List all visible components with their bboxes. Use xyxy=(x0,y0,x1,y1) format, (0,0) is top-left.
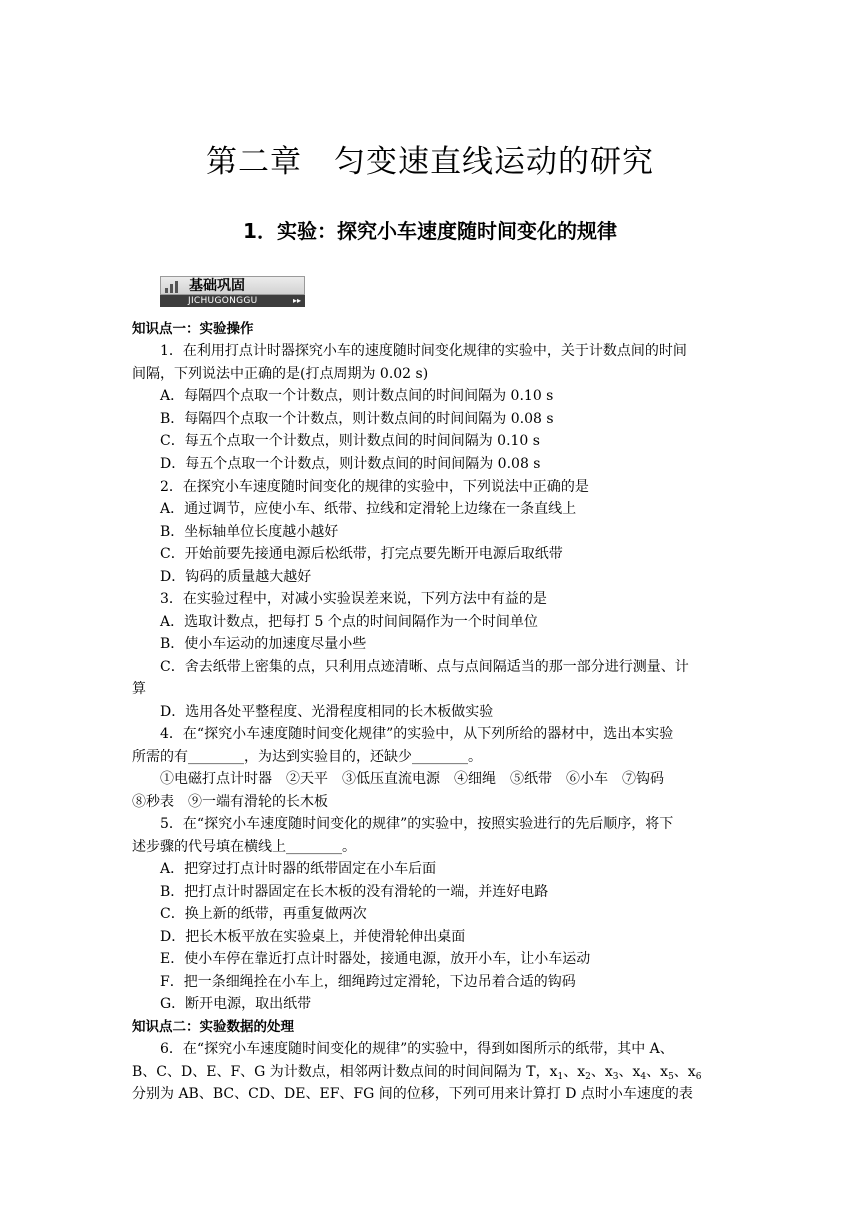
question-2-stem: 2．在探究小车速度随时间变化的规律的实验中，下列说法中正确的是 xyxy=(160,479,589,495)
q6-x-variables: $x_1$、$x_2$、$x_3$、$x_4$、$x_5$、$x_6$ xyxy=(549,1064,702,1082)
question-6-stem: 6．在“探究小车速度随时间变化的规律”的实验中，得到如图所示的纸带，其中 A、 xyxy=(160,1041,674,1057)
q4-equipment-list-cont: ⑧秒表 ⑨一端有滑轮的长木板 xyxy=(132,794,328,810)
heading-knowledge-2: 知识点二：实验数据的处理 xyxy=(132,1019,294,1035)
section-badge xyxy=(160,276,305,307)
q5-step-d: D．把长木板平放在实验桌上，并使滑轮伸出桌面 xyxy=(160,929,466,945)
q4-equipment-list: ①电磁打点计时器 ②天平 ③低压直流电源 ④细绳 ⑤纸带 ⑥小车 ⑦钩码 xyxy=(160,771,664,787)
question-1-stem-cont: 间隔，下列说法中正确的是(打点周期为 0.02 s) xyxy=(132,366,429,382)
q2-option-d: D．钩码的质量越大越好 xyxy=(160,569,312,585)
q1-option-d: D．每五个点取一个计数点，则计数点间的时间间隔为 0.08 s xyxy=(160,456,541,472)
q5-step-a: A．把穿过打点计时器的纸带固定在小车后面 xyxy=(160,861,437,877)
q5-step-f: F．把一条细绳拴在小车上，细绳跨过定滑轮，下边吊着合适的钩码 xyxy=(160,974,576,990)
badge-label: 基础巩固 xyxy=(189,278,245,294)
q1-option-a: A．每隔四个点取一个计数点，则计数点间的时间间隔为 0.10 s xyxy=(160,388,554,404)
heading-knowledge-1: 知识点一：实验操作 xyxy=(132,321,254,337)
q1-option-b: B．每隔四个点取一个计数点，则计数点间的时间间隔为 0.08 s xyxy=(160,411,554,427)
q5-step-g: G．断开电源，取出纸带 xyxy=(160,996,312,1012)
q5-step-b: B．把打点计时器固定在长木板的没有滑轮的一端，并连好电路 xyxy=(160,884,549,900)
section-title: 1．实验：探究小车速度随时间变化的规律 xyxy=(243,219,617,243)
badge-pinyin: JICHUGONGGU xyxy=(188,296,258,306)
badge-footer xyxy=(160,295,305,307)
chapter-title: 第二章 匀变速直线运动的研究 xyxy=(206,144,654,180)
question-6-stem-cont-2: 分别为 AB、BC、CD、DE、EF、FG 间的位移，下列可用来计算打 D 点时小车速度的表 xyxy=(132,1086,693,1102)
arrow-icon: ▸▸ xyxy=(292,296,301,305)
q5-step-c: C．换上新的纸带，再重复做两次 xyxy=(160,906,367,922)
q3-option-d: D．选用各处平整程度、光滑程度相同的长木板做实验 xyxy=(160,704,494,720)
question-5-stem-cont: 述步骤的代号填在横线上________。 xyxy=(132,839,356,855)
question-3-stem: 3．在实验过程中，对减小实验误差来说，下列方法中有益的是 xyxy=(160,591,547,607)
q2-option-a: A．通过调节，应使小车、纸带、拉线和定滑轮上边缘在一条直线上 xyxy=(160,501,577,517)
badge-header xyxy=(160,276,305,295)
q2-option-b: B．坐标轴单位长度越小越好 xyxy=(160,524,339,540)
q3-option-a: A．选取计数点，把每打 5 个点的时间间隔作为一个时间单位 xyxy=(160,614,538,630)
q5-step-e: E．使小车停在靠近打点计时器处，接通电源，放开小车，让小车运动 xyxy=(160,951,591,967)
question-1-stem: 1．在利用打点计时器探究小车的速度随时间变化规律的实验中，关于计数点间的时间 xyxy=(160,343,687,359)
bar-chart-icon xyxy=(164,280,180,293)
q2-option-c: C．开始前要先接通电源后松纸带，打完点要先断开电源后取纸带 xyxy=(160,546,563,562)
question-5-stem: 5．在“探究小车速度随时间变化的规律”的实验中，按照实验进行的先后顺序，将下 xyxy=(160,816,674,832)
q1-option-c: C．每五个点取一个计数点，则计数点间的时间间隔为 0.10 s xyxy=(160,433,540,449)
question-4-stem-cont: 所需的有________，为达到实验目的，还缺少________。 xyxy=(132,749,482,765)
q3-option-b: B．使小车运动的加速度尽量小些 xyxy=(160,636,367,652)
q3-option-c: C．舍去纸带上密集的点，只利用点迹清晰、点与点间隔适当的那一部分进行测量、计 xyxy=(160,659,689,675)
q3-option-c-cont: 算 xyxy=(132,681,146,697)
question-4-stem: 4．在“探究小车速度随时间变化规律”的实验中，从下列所给的器材中，选出本实验 xyxy=(160,726,674,742)
q6-counting-points: B、C、D、E、F、G 为计数点，相邻两计数点间的时间间隔为 T， xyxy=(132,1064,550,1080)
